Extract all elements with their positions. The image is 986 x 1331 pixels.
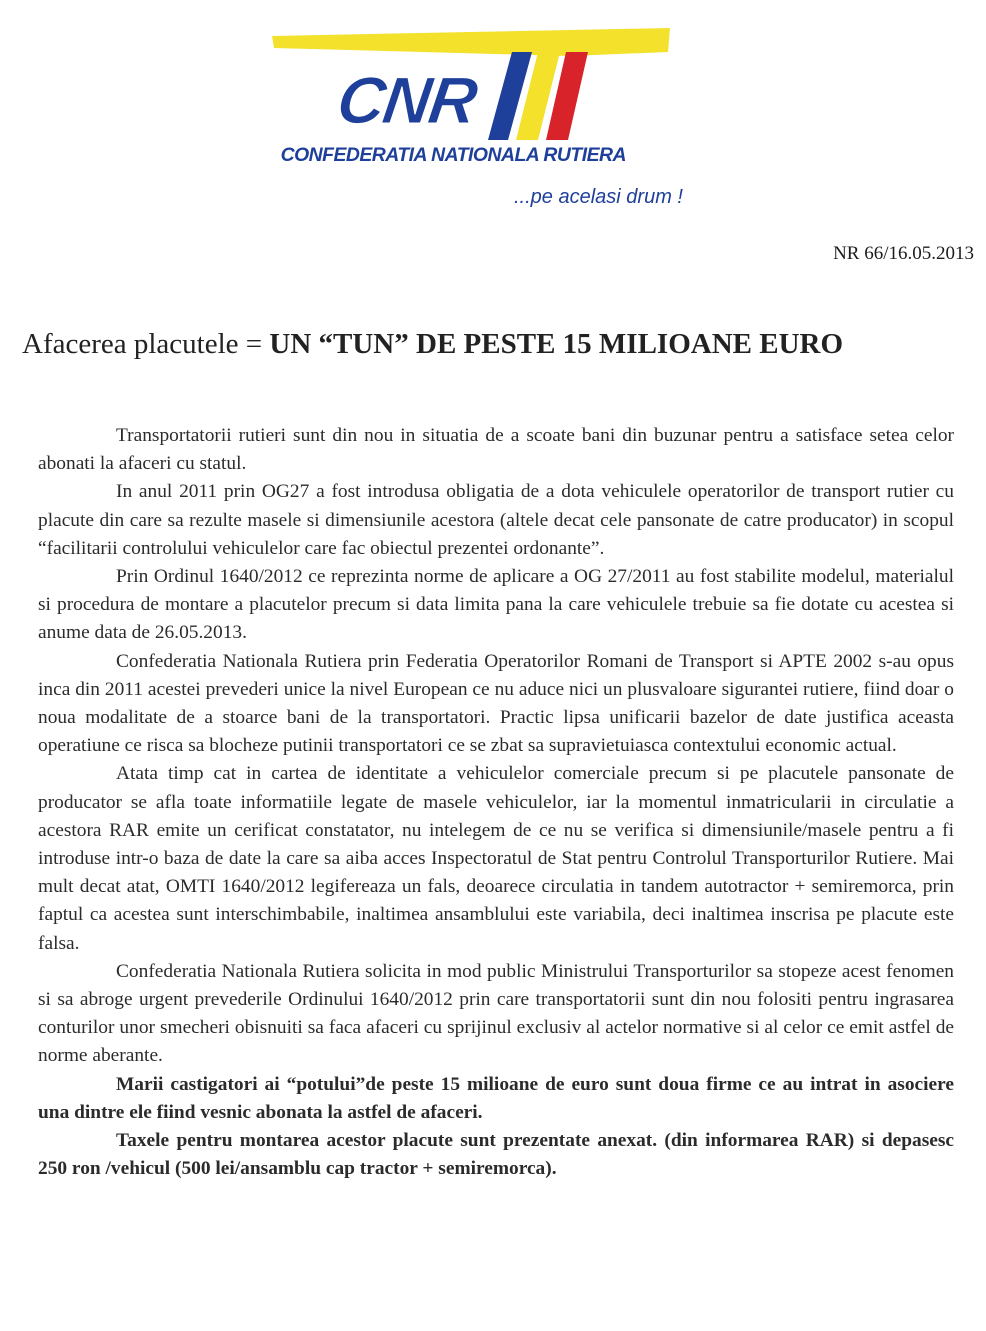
logo-subtitle: CONFEDERATIA NATIONALA RUTIERA (280, 145, 626, 166)
paragraph: Transportatorii rutieri sunt din nou in situatia de a scoate bani din buzunar pentru a satisface setea celor abonati la afaceri cu statul. (38, 425, 954, 475)
paragraph: Prin Ordinul 1640/2012 ce reprezinta norme de aplicare a OG 27/2011 au fost stabilite modelul, materialul si procedura de montare a placutelor precum si data limita pana la care vehiculele trebuie sa fie dotate cu acestea si anume data de 26.05.2013. (38, 566, 954, 644)
paragraph-bold: Marii castigatori ai “potului”de peste 15 milioane de euro sunt doua firme ce au intrat in asociere una dintre ele fiind vesnic abonata la astfel de afaceri. (38, 1073, 954, 1123)
document-title (22, 328, 843, 361)
document-body (38, 422, 954, 1183)
document-reference: NR 66/16.05.2013 (833, 243, 974, 264)
logo-road-band (272, 28, 670, 56)
logo-brand: CNR (332, 63, 481, 137)
paragraph: Confederatia Nationala Rutiera prin Federatia Operatorilor Romani de Transport si APTE 2002 s-au opus inca din 2011 acestei prevederi unice la nivel European ce nu aduce nici un plusvaloare sigurantei rutiere, fiind doar o noua modalitate de a stoarce bani de la transportatori. Practic lipsa unificarii bazelor de date justifica aceasta operatiune ce risca sa blocheze putinii transportatori ce se zbat sa supravietuiasca contextului economic actual. (38, 650, 954, 757)
title-part-bold: UN “TUN” DE PESTE 15 MILIOANE EURO (269, 328, 844, 360)
logo-tagline: ...pe acelasi drum ! (514, 186, 683, 208)
paragraph: In anul 2011 prin OG27 a fost introdusa obligatia de a dota vehiculele operatorilor de transport rutier cu placute din care sa rezulte masele si dimensiunile acestora (altele decat cele pansonate de catre producator) in scopul “facilitarii controlului vehiculelor care fac obiectul prezentei ordonante”. (38, 481, 954, 559)
paragraph-bold: Taxele pentru montarea acestor placute sunt prezentate anexat. (din informarea RAR) si depasesc 250 ron /vehicul (500 lei/ansamblu cap tractor + semiremorca). (38, 1130, 954, 1180)
paragraph: Atata timp cat in cartea de identitate a vehiculelor comerciale precum si pe placutele pansonate de producator se afla toate informatiile legate de masele vehiculelor, iar la momentul inmatricularii in circulatie a acestora RAR emite un cerificat constatator, nu intelegem de ce nu se verifica si dimensiunile/masele pentru a fi introduse intr-o baza de date la care sa aiba acces Inspectoratul de Stat pentru Controlul Transporturilor Rutiere. Mai mult decat atat, OMTI 1640/2012 legifereaza un fals, deoarece circulatia in tandem autotractor + semiremorca, prin faptul ca acestea sunt interschimbabile, inaltimea ansamblului este variabila, deci inaltimea inscrisa pe placute este falsa. (38, 763, 954, 954)
title-part-normal: Afacerea placutele = (22, 328, 270, 360)
paragraph: Confederatia Nationala Rutiera solicita in mod public Ministrului Transporturilor sa stopeze acest fenomen si sa abroge urgent prevederile Ordinului 1640/2012 prin care transportatorii sunt din nou folositi pentru ingrasarea conturilor unor smecheri obisnuiti sa faca afaceri cu sprijinul exclusiv al actelor normative si al celor ce emit astfel de norme aberante. (38, 960, 954, 1067)
cnr-logo (270, 22, 750, 222)
